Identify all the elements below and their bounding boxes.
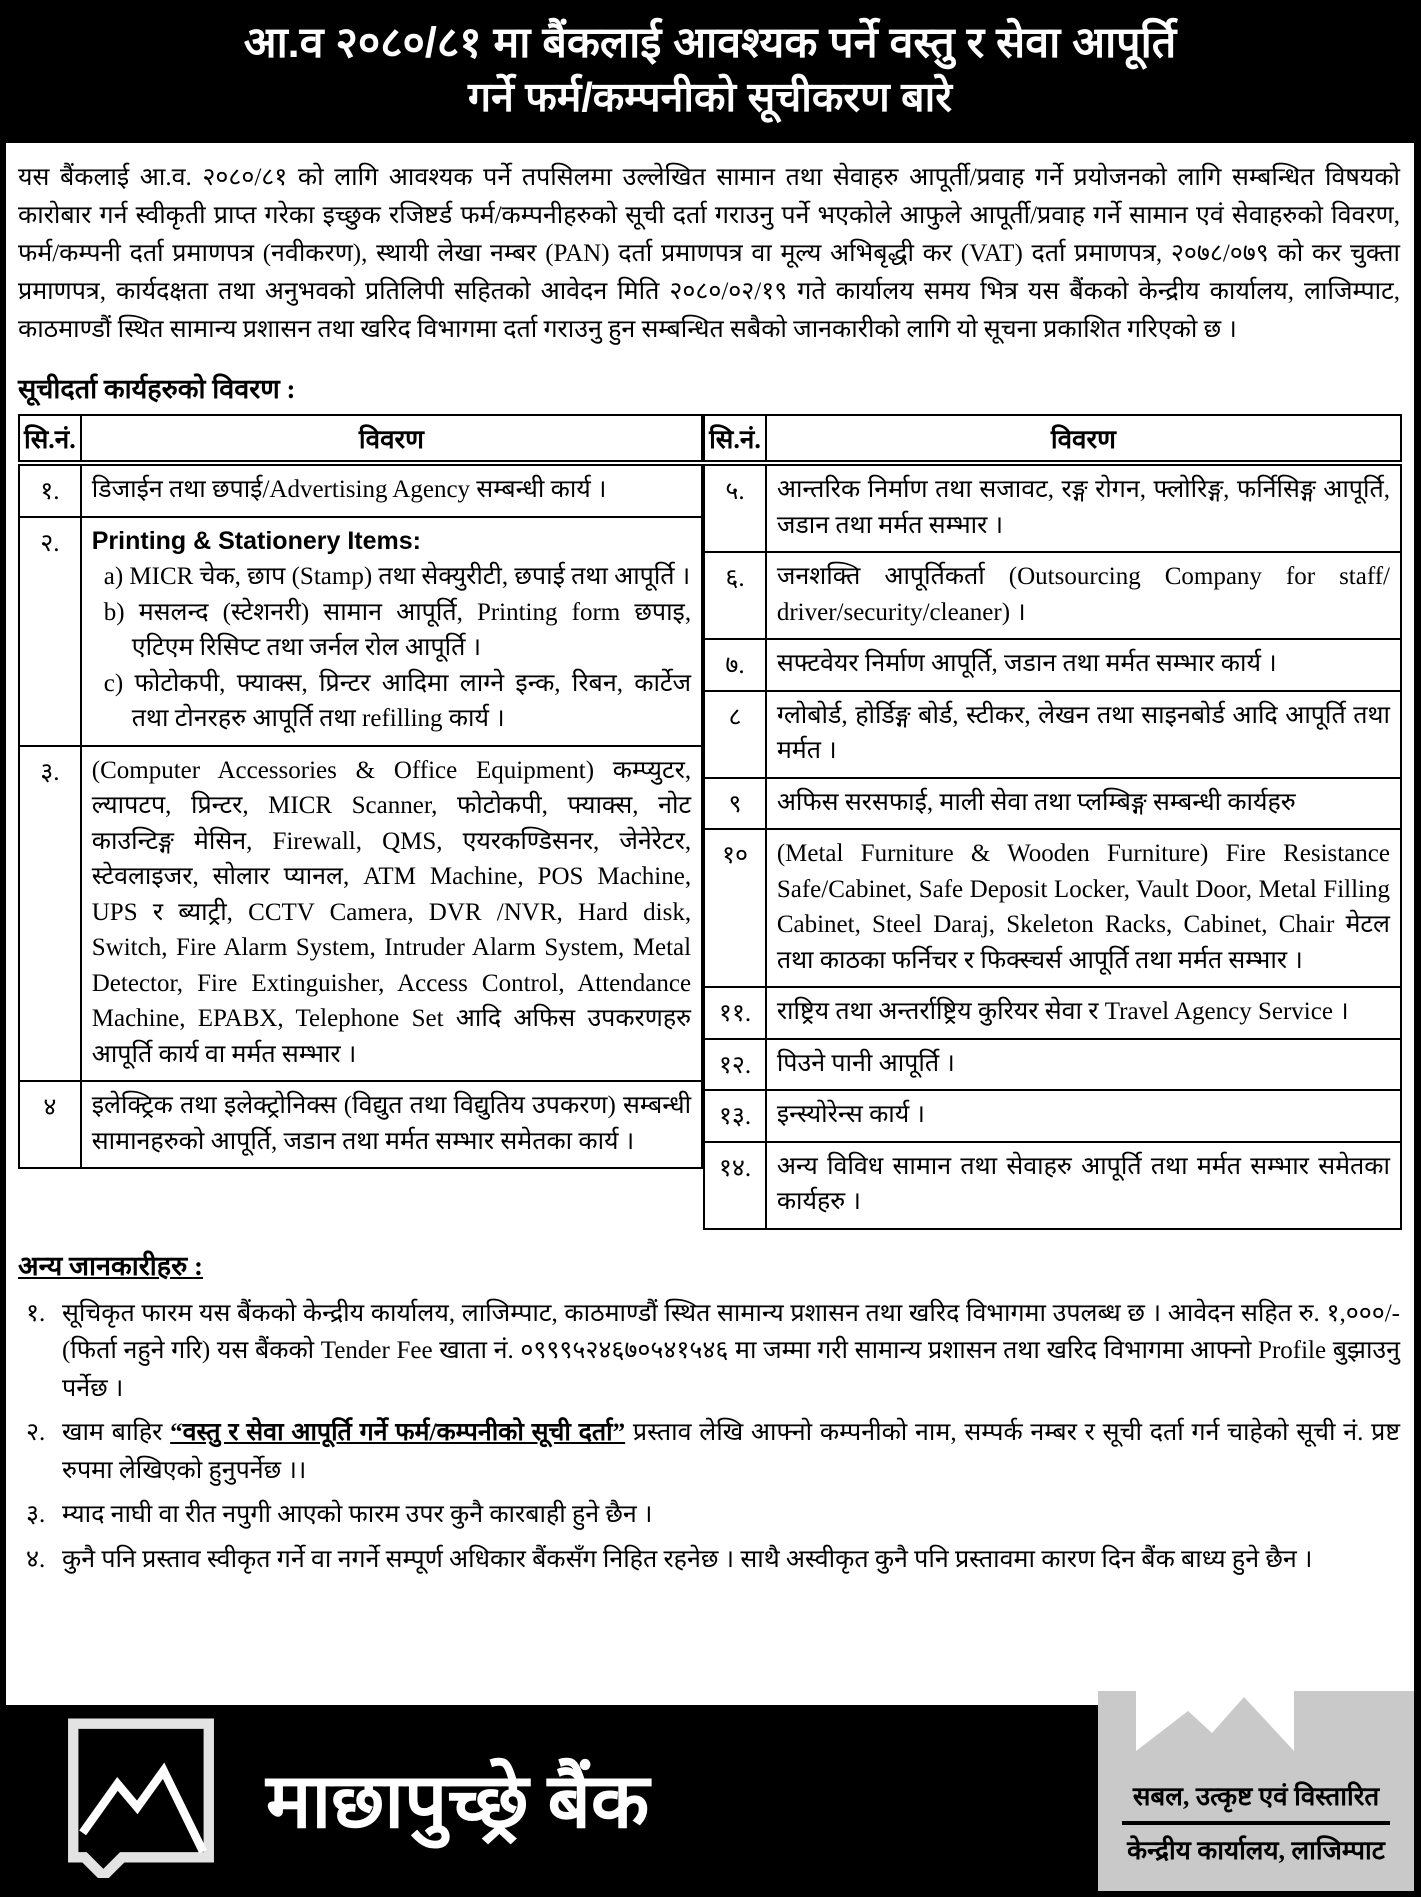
list-section-heading: सूचीदर्ता कार्यहरुको विवरण : xyxy=(18,374,296,405)
bank-office: केन्द्रीय कार्यालय, लाजिम्पाट xyxy=(1127,1836,1385,1865)
footer xyxy=(6,1691,1414,1891)
row-serial-number: ३. xyxy=(19,746,81,1082)
row-description: पिउने पानी आपूर्ति । xyxy=(766,1039,1401,1091)
row-description: ग्लोबोर्ड, होर्डिङ्ग बोर्ड, स्टीकर, लेखन तथा साइनबोर्ड आदि आपूर्ति तथा मर्मत । xyxy=(766,691,1401,778)
info-item xyxy=(18,1496,1400,1534)
row-serial-number: १३. xyxy=(704,1090,766,1142)
row-description: (Metal Furniture & Wooden Furniture) Fire Resistance Safe/Cabinet, Safe Deposit Locker, Vault Door, Metal Filling Cabinet, Steel Daraj, Skeleton Racks, Cabinet, Chair मेटल तथा काठका फर्निचर र फिक्स्चर्स आपूर्ति तथा मर्मत सम्भार । xyxy=(766,829,1401,987)
table-row xyxy=(704,552,1401,639)
row-description: (Computer Accessories & Office Equipment) कम्प्युटर, ल्यापटप, प्रिन्टर, MICR Scanner, फोटोकपी, फ्याक्स, नोट काउन्टिङ्ग मेसिन, Firewall, QMS, एयरकण्डिसनर, जेनेरेटर, स्टेवलाइजर, सोलार प्यानल, ATM Machine, POS Machine, UPS र ब्याट्री, CCTV Camera, DVR /NVR, Hard disk, Switch, Fire Alarm System, Intruder Alarm System, Metal Detector, Fire Extinguisher, Access Control, Attendance Machine, EPABX, Telephone Set आदि अफिस उपकरणहरु आपूर्ति कार्य वा मर्मत सम्भार । xyxy=(81,746,702,1082)
table-header-row xyxy=(19,415,702,463)
notice-header xyxy=(6,0,1414,143)
other-info-list xyxy=(18,1295,1400,1579)
table-row xyxy=(19,463,702,517)
table-row xyxy=(704,639,1401,691)
info-item-text: कुनै पनि प्रस्ताव स्वीकृत गर्ने वा नगर्ने सम्पूर्ण अधिकार बैंकसँग निहित रहनेछ । साथै अस्वीकृत कुनै पनि प्रस्तावमा कारण दिन बैंक बाध्य हुने छैन । xyxy=(62,1545,1313,1573)
info-item xyxy=(18,1414,1400,1489)
bank-name: माछापुच्छ्रे बैंक xyxy=(266,1759,650,1844)
footer-black-band xyxy=(6,1705,1098,1891)
row-description: इन्स्योरेन्स कार्य । xyxy=(766,1090,1401,1142)
row-serial-number: ८ xyxy=(704,691,766,778)
listing-tables xyxy=(18,414,1402,1230)
info-item xyxy=(18,1295,1400,1408)
info-item-text: खाम बाहिर “वस्तु र सेवा आपूर्ति गर्ने फर्म/कम्पनीको सूची दर्ता” प्रस्ताव लेखि आफ्नो कम्पनीको नाम, सम्पर्क नम्बर र सूची दर्ता गर्न चाहेको सूची नं. प्रष्ट रुपमा लेखिएको हुनुपर्नेछ ।। xyxy=(62,1419,1400,1484)
other-info-heading: अन्य जानकारीहरु : xyxy=(18,1250,204,1281)
table-row xyxy=(19,517,702,746)
row-description: सफ्टवेयर निर्माण आपूर्ति, जडान तथा मर्मत सम्भार कार्य । xyxy=(766,639,1401,691)
table-row xyxy=(704,1039,1401,1091)
row-serial-number: १२. xyxy=(704,1039,766,1091)
column-header-sn: सि.नं. xyxy=(704,415,766,463)
row-serial-number: ५. xyxy=(704,463,766,552)
row-description: इलेक्ट्रिक तथा इलेक्ट्रोनिक्स (विद्युत तथा विद्युतिय उपकरण) सम्बन्धी सामानहरुको आपूर्ति, जडान तथा मर्मत सम्भार समेतका कार्य । xyxy=(81,1081,702,1168)
row-serial-number: १० xyxy=(704,829,766,987)
row-serial-number: ६. xyxy=(704,552,766,639)
listing-table-right xyxy=(703,414,1402,1230)
divider xyxy=(1122,1821,1391,1825)
info-item-number: ४. xyxy=(26,1545,46,1573)
row-description: जनशक्ति आपूर्तिकर्ता (Outsourcing Company for staff/ driver/security/cleaner) । xyxy=(766,552,1401,639)
table-row xyxy=(704,1142,1401,1229)
row-serial-number: ४ xyxy=(19,1081,81,1168)
notice-title-line2: गर्ने फर्म/कम्पनीको सूचीकरण बारे xyxy=(468,74,952,121)
row-serial-number: ७. xyxy=(704,639,766,691)
mountain-peak-icon xyxy=(1136,1691,1316,1763)
info-item-text: सूचिकृत फारम यस बैंकको केन्द्रीय कार्यालय, लाजिम्पाट, काठमाण्डौं स्थित सामान्य प्रशासन तथा खरिद विभागमा उपलब्ध छ । आवेदन सहित रु. १,०००/- (फिर्ता नहुने गरि) यस बैंकको Tender Fee खाता नं. ०९९९५२४६७०५४१५४६ मा जम्मा गरी सामान्य प्रशासन तथा खरिद विभागमा आफ्नो Profile बुझाउनु पर्नेछ । xyxy=(62,1299,1400,1402)
row-description: आन्तरिक निर्माण तथा सजावट, रङ्ग रोगन, फ्लोरिङ्ग, फर्निसिङ्ग आपूर्ति, जडान तथा मर्मत सम्भार । xyxy=(766,463,1401,552)
row-serial-number: १. xyxy=(19,463,81,517)
row-description: डिजाईन तथा छपाई/Advertising Agency सम्बन्धी कार्य । xyxy=(81,463,702,517)
row-serial-number: ९ xyxy=(704,778,766,830)
table-row xyxy=(704,1090,1401,1142)
table-row xyxy=(704,691,1401,778)
listing-table-left xyxy=(18,414,703,1169)
machhapuchchhre-mountain-logo-icon xyxy=(61,1718,221,1878)
row-serial-number: २. xyxy=(19,517,81,746)
table-header-row xyxy=(704,415,1401,463)
table-row xyxy=(704,463,1401,552)
other-info-section xyxy=(18,1246,1400,1579)
info-item-text: म्याद नाघी वा रीत नपुगी आएको फारम उपर कुनै कारबाही हुने छैन । xyxy=(62,1501,653,1529)
info-item-number: ३. xyxy=(26,1501,46,1529)
row-description: राष्ट्रिय तथा अन्तर्राष्ट्रिय कुरियर सेवा र Travel Agency Service । xyxy=(766,987,1401,1039)
table-row xyxy=(704,778,1401,830)
intro-paragraph: यस बैंकलाई आ.व. २०८०/८१ को लागि आवश्यक पर्ने तपसिलमा उल्लेखित सामान तथा सेवाहरु आपूर्ती/प्रवाह गर्ने प्रयोजनको लागि सम्बन्धित विषयको कारोबार गर्न स्वीकृती प्राप्त गरेका इच्छुक रजिष्टर्ड फर्म/कम्पनीहरुको सूची दर्ता गराउनु पर्ने भएकोले आफुले आपूर्ती/प्रवाह गर्ने सामान एवं सेवाहरुको विवरण, फर्म/कम्पनी दर्ता प्रमाणपत्र (नवीकरण), स्थायी लेखा नम्बर (PAN) दर्ता प्रमाणपत्र वा मूल्य अभिबृद्धी कर (VAT) दर्ता प्रमाणपत्र, २०७८/०७९ को कर चुक्ता प्रमाणपत्र, कार्यदक्षता तथा अनुभवको प्रतिलिपी सहितको आवेदन मिति २०८०/०२/१९ गते कार्यालय समय भित्र यस बैंकको केन्द्रीय कार्यालय, लाजिम्पाट, काठमाण्डौं स्थित सामान्य प्रशासन तथा खरिद विभागमा दर्ता गराउनु हुन सम्बन्धित सबैको जानकारीको लागि यो सूचना प्रकाशित गरिएको छ । xyxy=(18,164,1400,344)
column-header-sn: सि.नं. xyxy=(19,415,81,463)
table-row xyxy=(19,746,702,1082)
row-serial-number: ११. xyxy=(704,987,766,1039)
bank-tagline: सबल, उत्कृष्ट एवं विस्तारित xyxy=(1132,1782,1380,1811)
notice-title-line1: आ.व २०८०/८१ मा बैंकलाई आवश्यक पर्ने वस्तु र सेवा आपूर्ति xyxy=(243,19,1177,67)
info-item-number: १. xyxy=(26,1299,46,1327)
table-row xyxy=(704,987,1401,1039)
row-description: अफिस सरसफाई, माली सेवा तथा प्लम्बिङ्ग सम्बन्धी कार्यहरु xyxy=(766,778,1401,830)
column-header-desc: विवरण xyxy=(81,415,702,463)
row-description: Printing & Stationery Items: a) MICR चेक, छाप (Stamp) तथा सेक्युरीटी, छपाई तथा आपूर्ति । b) मसलन्द (स्टेशनरी) सामान आपूर्ति, Printing form छपाइ, एटिएम रिसिप्ट तथा जर्नल रोल आपूर्ति । c) फोटोकपी, फ्याक्स, प्रिन्टर आदिमा लाग्ने इन्क, रिबन, कार्टेज तथा टोनरहरु आपूर्ति तथा refilling कार्य । xyxy=(81,517,702,746)
table-row xyxy=(704,829,1401,987)
row-description: अन्य विविध सामान तथा सेवाहरु आपूर्ति तथा मर्मत सम्भार समेतका कार्यहरु । xyxy=(766,1142,1401,1229)
footer-gray-panel xyxy=(1098,1691,1414,1891)
info-item-number: २. xyxy=(26,1419,46,1447)
table-row xyxy=(19,1081,702,1168)
column-header-desc: विवरण xyxy=(766,415,1401,463)
info-item xyxy=(18,1541,1400,1579)
row-serial-number: १४. xyxy=(704,1142,766,1229)
